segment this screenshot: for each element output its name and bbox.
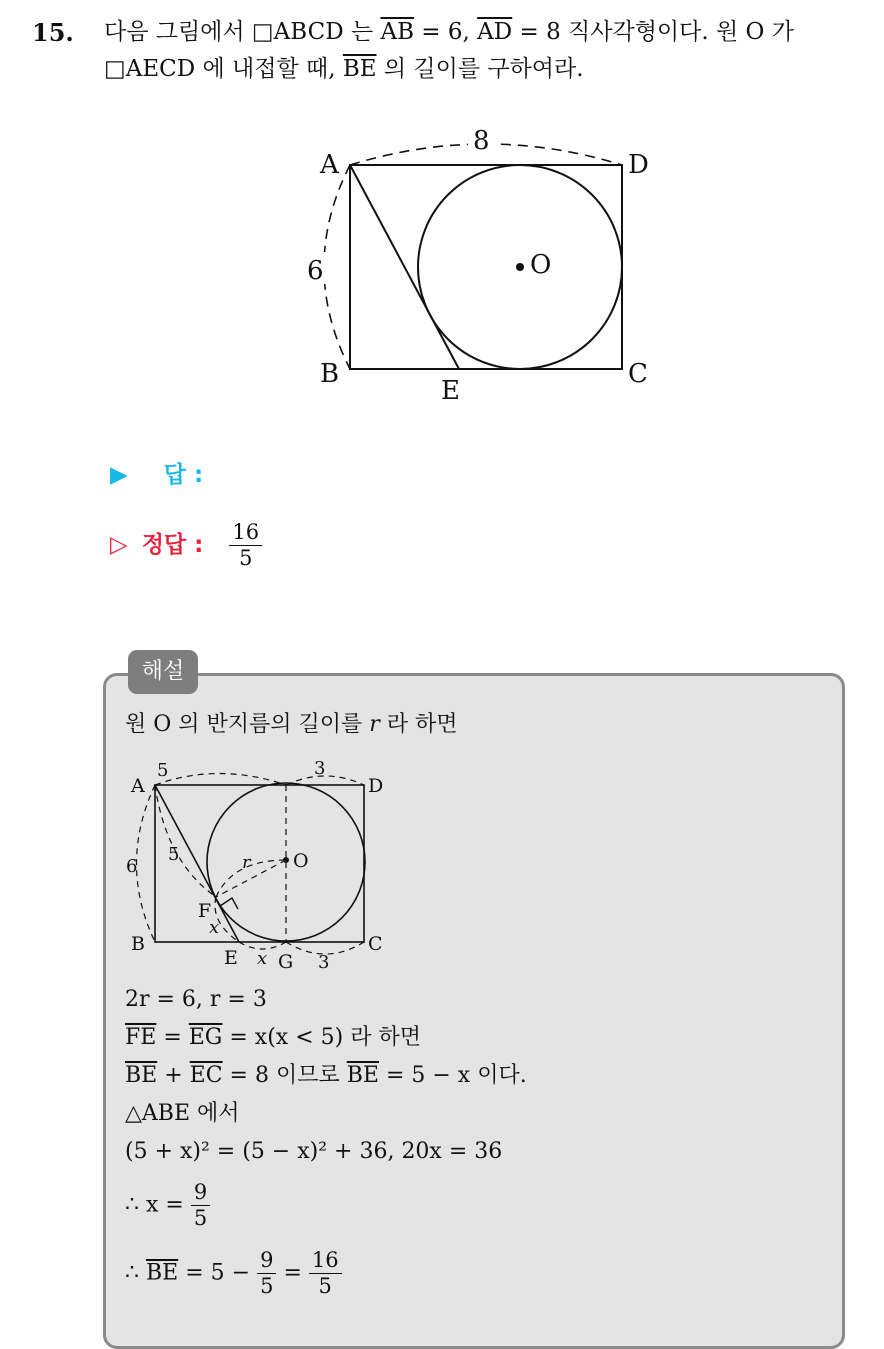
label-top-3: 3 xyxy=(314,758,326,779)
sol-text: = 8 이므로 xyxy=(222,1063,347,1088)
question-line-2 xyxy=(104,51,874,88)
q-text: = 6, xyxy=(414,19,478,45)
solution-line-7 xyxy=(125,1248,342,1299)
sol-text: = x(x < 5) 라 하면 xyxy=(222,1025,421,1050)
label-c: C xyxy=(368,933,383,955)
q-text: 다음 그림에서 □ABCD 는 xyxy=(104,19,381,45)
label-r: r xyxy=(242,852,251,873)
label-e: E xyxy=(441,376,460,406)
label-d: D xyxy=(368,775,384,797)
fraction-9-5 xyxy=(191,1180,210,1231)
segment-ab: $\overline{AB}$ xyxy=(380,19,414,45)
sol-text: 원 O 의 반지름의 길이를 xyxy=(125,712,370,737)
solution-tag: 해설 xyxy=(128,650,198,694)
correct-answer-label: 정답 : xyxy=(141,532,204,558)
fraction-denominator: 5 xyxy=(260,1274,274,1298)
fraction-numerator: 16 xyxy=(309,1248,342,1274)
solution-intro xyxy=(125,710,458,740)
label-a: A xyxy=(131,775,145,797)
sol-text: = xyxy=(156,1025,189,1050)
segment-be: $\overline{BE}$ xyxy=(342,56,377,82)
rectangle-abcd xyxy=(155,785,364,942)
correct-answer-fraction xyxy=(229,520,262,571)
label-bottom-3: 3 xyxy=(318,952,330,973)
question-number: 15. xyxy=(32,18,74,47)
label-x-eg: x xyxy=(257,948,268,969)
solution-figure xyxy=(118,752,398,977)
segment-be: $\overline{BE}$ xyxy=(125,1063,158,1088)
sol-text: = xyxy=(276,1260,309,1286)
label-a: A xyxy=(320,150,339,180)
rectangle-abcd xyxy=(350,165,622,369)
segment-eg: $\overline{EG}$ xyxy=(188,1025,223,1050)
question-text xyxy=(104,14,874,88)
sol-text: = 5 − xyxy=(178,1260,258,1286)
segment-fe: $\overline{FE}$ xyxy=(125,1025,157,1050)
segment-be: $\overline{BE}$ xyxy=(346,1063,379,1088)
segment-ec: $\overline{EC}$ xyxy=(189,1063,223,1088)
label-f: F xyxy=(198,900,212,922)
label-diag-5: 5 xyxy=(168,844,180,865)
fraction-16-5 xyxy=(309,1248,342,1299)
segment-ae xyxy=(350,165,459,369)
center-dot xyxy=(283,857,289,863)
answer-label: 답 : xyxy=(163,462,204,488)
label-left-6: 6 xyxy=(126,856,138,877)
segment-ad: $\overline{AD}$ xyxy=(477,19,513,45)
solution-line-4: △ABE 에서 xyxy=(125,1101,240,1126)
answer-row xyxy=(110,456,203,489)
label-b: B xyxy=(320,359,340,389)
right-angle-mark xyxy=(220,898,238,909)
label-e: E xyxy=(224,947,238,969)
dim-arc-5 xyxy=(155,774,286,786)
fraction-denominator: 5 xyxy=(239,546,253,570)
label-top-5: 5 xyxy=(157,760,169,781)
label-g: G xyxy=(278,951,294,973)
figure-rectangle-circle xyxy=(290,118,670,418)
segment-be: $\overline{BE}$ xyxy=(146,1260,179,1286)
sol-text: = 5 − x 이다. xyxy=(378,1063,527,1088)
question-line-1 xyxy=(104,14,874,51)
q-text: = 8 직사각형이다. 원 O 가 xyxy=(512,19,794,45)
solution-line-6 xyxy=(125,1180,210,1231)
center-dot xyxy=(516,263,524,271)
sol-var-r: r xyxy=(369,712,380,737)
answer-marker-icon: ▶ xyxy=(110,462,128,488)
solution-line-3 xyxy=(125,1061,527,1091)
fraction-numerator: 9 xyxy=(191,1180,210,1206)
sol-text: + xyxy=(157,1063,190,1088)
label-width-8: 8 xyxy=(473,126,490,156)
dim-arc-left xyxy=(324,165,350,369)
label-x-fe: x xyxy=(209,917,220,938)
sol-text: 라 하면 xyxy=(379,712,458,737)
label-d: D xyxy=(628,150,649,180)
solution-line-2 xyxy=(125,1023,421,1053)
sol-text: ∴ xyxy=(125,1260,146,1286)
fraction-numerator: 16 xyxy=(229,520,262,546)
correct-answer-row xyxy=(110,520,262,571)
fraction-numerator: 9 xyxy=(257,1248,276,1274)
label-b: B xyxy=(131,933,145,955)
q-text: 의 길이를 구하여라. xyxy=(376,56,584,82)
fraction-denominator: 5 xyxy=(318,1274,332,1298)
label-o: O xyxy=(530,250,552,280)
solution-line-5: (5 + x)² = (5 − x)² + 36, 20x = 36 xyxy=(125,1139,503,1164)
dim-arc-6 xyxy=(137,785,156,942)
label-height-6: 6 xyxy=(307,256,324,286)
sol-text: ∴ x = xyxy=(125,1192,191,1218)
fraction-9-5 xyxy=(257,1248,276,1299)
solution-line-1: 2r = 6, r = 3 xyxy=(125,987,267,1012)
label-c: C xyxy=(628,359,648,389)
label-o: O xyxy=(293,850,309,872)
q-text: □AECD 에 내접할 때, xyxy=(104,56,343,82)
correct-marker-icon: ▷ xyxy=(110,532,128,558)
fraction-denominator: 5 xyxy=(193,1206,208,1230)
